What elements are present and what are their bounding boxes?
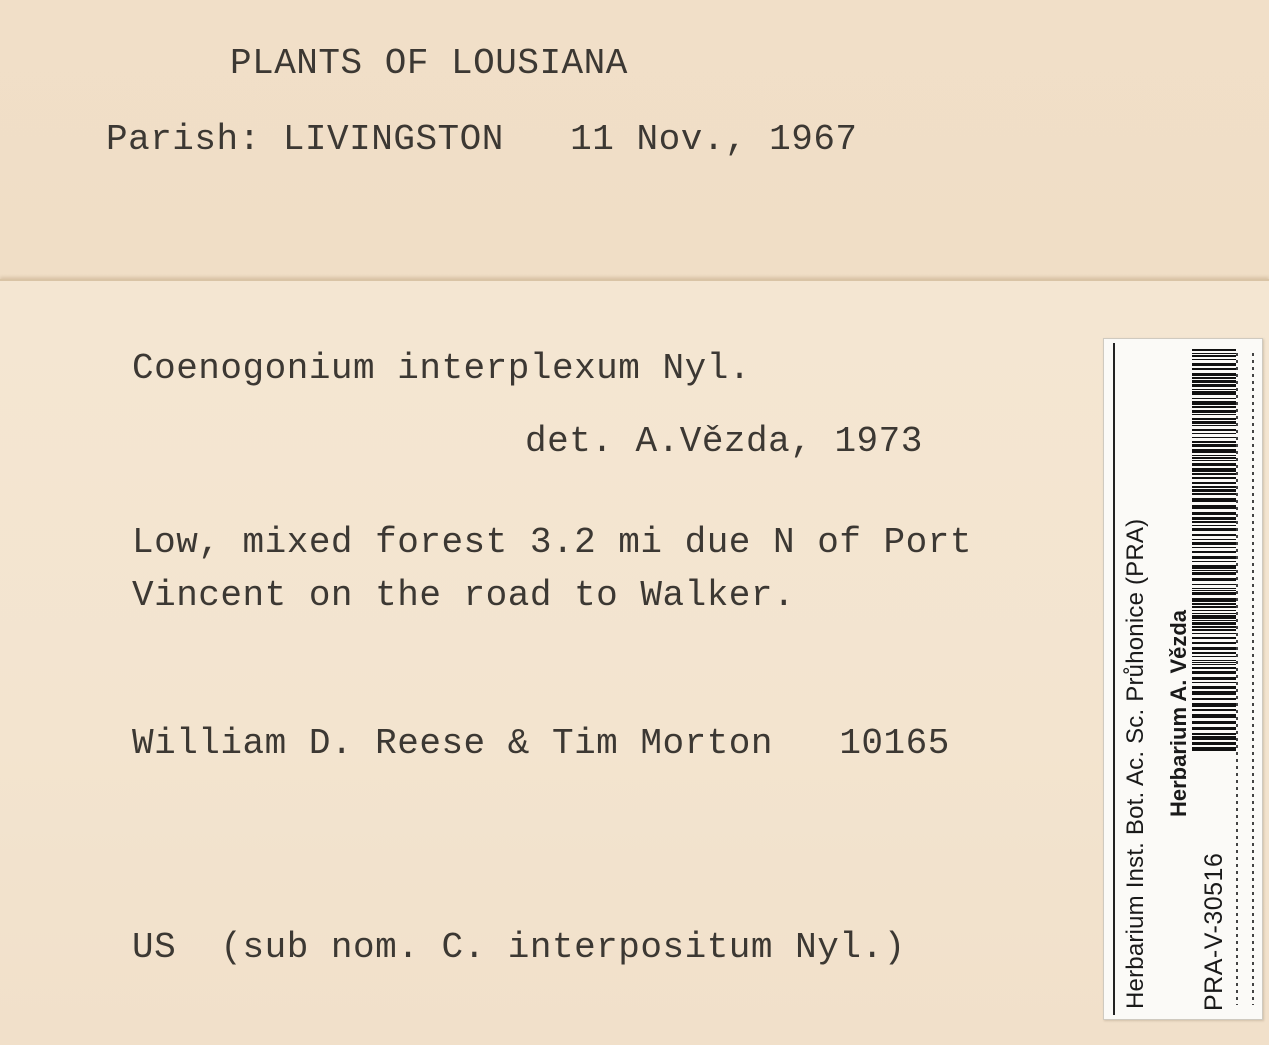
determination-line: det. A.Vězda, 1973	[525, 421, 923, 462]
locality-line-2: Vincent on the road to Walker.	[132, 575, 796, 616]
collectors-line: William D. Reese & Tim Morton 10165	[132, 723, 950, 764]
upper-label-sheet	[0, 0, 1269, 279]
stamp-institution: Herbarium Inst. Bot. Ac. Sc. Průhonice (PRA)	[1122, 518, 1149, 1009]
barcode-icon	[1192, 349, 1236, 754]
herbarium-stamp	[1103, 338, 1263, 1020]
taxon-name: Coenogonium interplexum Nyl.	[132, 348, 751, 389]
stamp-herbarium-name: Herbarium A. Vězda	[1166, 609, 1191, 817]
stamp-border-line	[1113, 343, 1115, 1015]
herbarium-note: US (sub nom. C. interpositum Nyl.)	[132, 927, 906, 968]
stamp-dashed-line-left	[1236, 353, 1238, 1005]
parish-date-line: Parish: LIVINGSTON 11 Nov., 1967	[106, 119, 858, 160]
stamp-dashed-line-right	[1252, 353, 1254, 1005]
locality-line-1: Low, mixed forest 3.2 mi due N of Port	[132, 522, 972, 563]
collection-title: PLANTS OF LOUSIANA	[230, 43, 628, 84]
stamp-accession-number: PRA-V-30516	[1200, 852, 1228, 1011]
